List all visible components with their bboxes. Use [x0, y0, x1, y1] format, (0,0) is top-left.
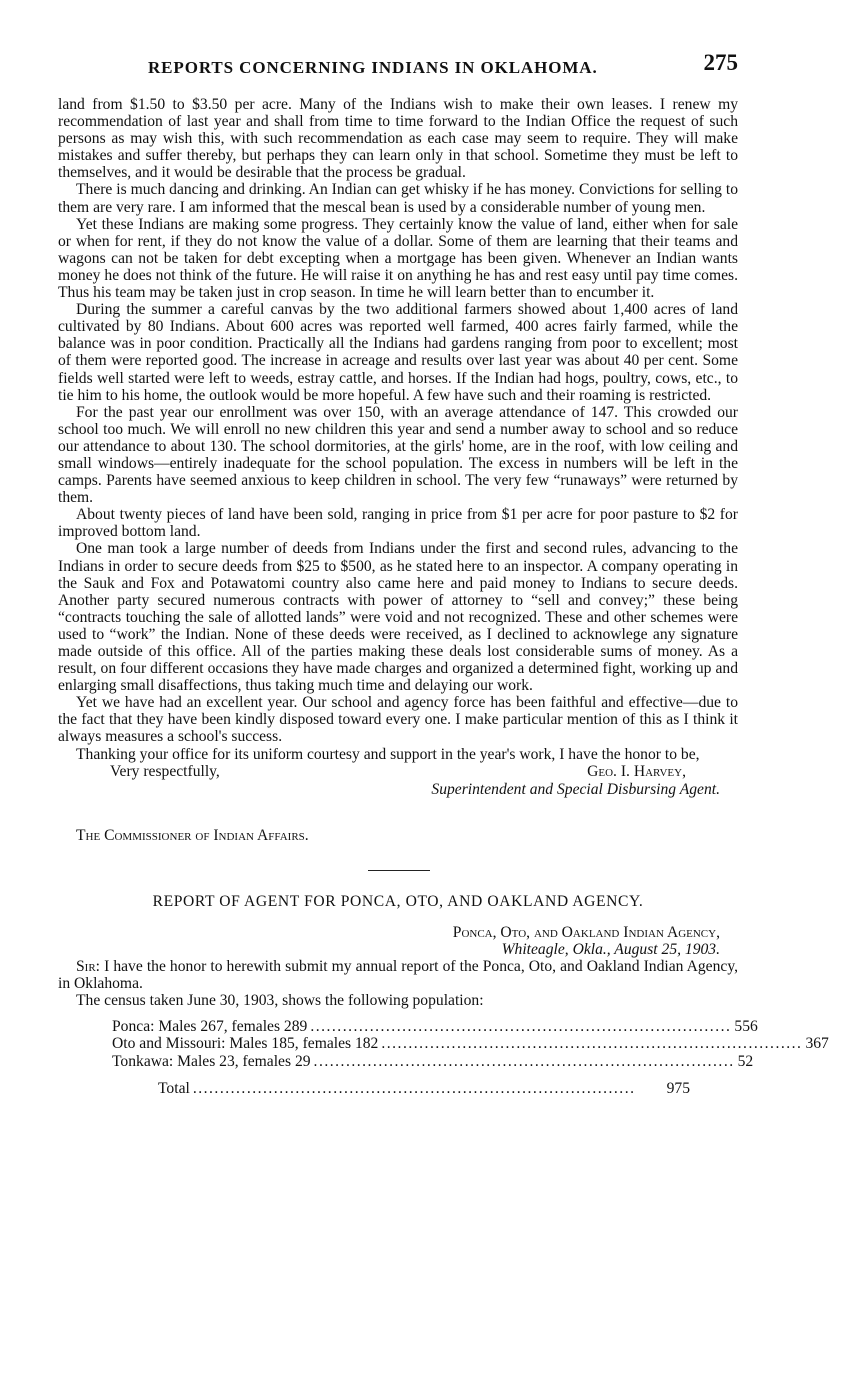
section-divider [368, 870, 430, 871]
paragraph-leases: land from $1.50 to $3.50 per acre. Many of the Indians wish to make their own leases. I renew my recommendation of last year and shall from time to time forward to the Indian Office the request of such persons as may wish this, with such recommendation as each case may seem to require. They will make mistakes and suffer thereby, but perhaps they can learn only in that school. Sometime they must be left to themselves, and it would be desirable that the process be gradual. [58, 96, 738, 182]
paragraph-drinking: There is much dancing and drinking. An Indian can get whisky if he has money. Convictions for selling to them are very rare. I am informed that the mescal bean is used by a considerable number of young men. [58, 181, 738, 216]
census-row-label: Oto and Missouri: Males 185, females 182 [112, 1035, 379, 1053]
report-salutation: Sir: [76, 958, 101, 976]
census-row-label: Tonkawa: Males 23, females 29 [112, 1052, 311, 1070]
signer-title: Superintendent and Special Disbursing Agent. [431, 780, 720, 798]
dateline [58, 924, 738, 958]
paragraph-excellent-year: Yet we have had an excellent year. Our school and agency force has been faithful and effective—due to the fact that they have been kindly disposed toward every one. I make particular mention of this as I think it always measures a school's success. [58, 694, 738, 746]
paragraph-farming: During the summer a careful canvas by the two additional farmers showed about 1,400 acres of land cultivated by 80 Indians. About 600 acres was reported well farmed, 400 acres fairly farmed, while the balance was in poor condition. Practically all the Indians had gardens ranging from poor to excellent; most of them were reported good. The increase in acreage and results over last year was about 40 per cent. Some fields well started were left to weeds, estray cattle, and horses. If the Indian had hogs, poultry, cows, etc., to tie him to his home, the outlook would be more hopeful. A few have such and their roaming is restricted. [58, 301, 738, 404]
census-row-label: Ponca: Males 267, females 289 [112, 1018, 308, 1036]
page-number: 275 [703, 50, 738, 75]
report-intro [58, 958, 738, 992]
census-total-value: 975 [666, 1079, 690, 1097]
census-row [112, 1052, 754, 1070]
paragraph-land-sales: About twenty pieces of land have been sold, ranging in price from $1 per acre for poor pasture to $2 for improved bottom land. [58, 506, 738, 541]
census-row-value: 367 [805, 1035, 829, 1053]
closing-salutation: Very respectfully, [110, 762, 220, 780]
dateline-place: Whiteagle, Okla., August 25, 1903. [501, 940, 720, 958]
addressee: The Commissioner of Indian Affairs. [76, 826, 309, 844]
census-total-row [158, 1080, 690, 1097]
running-head [60, 48, 740, 84]
paragraph-progress: Yet these Indians are making some progress. They certainly know the value of land, either when for sale or when for rent, if they do not know the value of a dollar. Some of them are learning that their teams and wagons can not be taken for debt excepting when a mortgage has been given. Whenever an Indian wants money he does not think of the future. He will raise it on anything he has and rest easy until pay time comes. Thus his team may be taken just in crop season. In time he will learn better than to encumber it. [58, 215, 738, 302]
paragraph-deeds: One man took a large number of deeds from Indians under the first and second rules, advancing to the Indians in order to secure deeds from $25 to $500, as he stated here to an inspector. A company operating in the Sauk and Fox and Potawatomi country also came here and paid money to Indians to secure deeds. Another party secured numerous contracts with power of attorney to “sell and convey;” these being “contracts touching the sale of allotted lands” were void and not recognized. These and other schemes were used to “work” the Indian. None of these deeds were received, as I declined to acknowlege any signature made outside of this office. All of the parties making these deals lost considerable sums of money. As a result, on four different occasions they have made charges and organized a determined fight, working up and enlarging small disaffections, thus taking much time and delaying our work. [58, 540, 738, 695]
report-intro-text: I have the honor to herewith submit my annual report of the Ponca, Oto, and Oakland Indian Agency, in Oklahoma. [58, 958, 738, 993]
paragraph-thanks: Thanking your office for its uniform courtesy and support in the year's work, I have the honor to be, [76, 745, 700, 763]
census-row [112, 1035, 829, 1053]
dot-leader: .............................................................................. [310, 1018, 732, 1036]
body-text [58, 96, 829, 1097]
running-title: REPORTS CONCERNING INDIANS IN OKLAHOMA. [148, 58, 598, 77]
dot-leader: .................................................................................. [192, 1079, 636, 1097]
closing-block [58, 763, 738, 817]
census-total-label: Total [158, 1079, 190, 1097]
dateline-agency: Ponca, Oto, and Oakland Indian Agency, [452, 923, 720, 941]
census-row-value: 52 [737, 1052, 754, 1070]
census-row-value: 556 [734, 1018, 758, 1036]
paragraph-enrollment: For the past year our enrollment was over 150, with an average attendance of 147. This crowded our school too much. We will enroll no new children this year and send a number away to school and so reduce our attendance to about 130. The school dormitories, at the girls' home, are in the roof, with low ceiling and small windows—entirely inadequate for the school population. The excess in numbers will be left in the camps. Parents have seemed anxious to keep children in school. The very few “runaways” were returned by them. [58, 403, 738, 507]
dot-leader: .............................................................................. [381, 1035, 803, 1053]
report-heading: REPORT OF AGENT FOR PONCA, OTO, AND OAKLAND AGENCY. [152, 892, 644, 910]
census-intro: The census taken June 30, 1903, shows the following population: [76, 992, 484, 1010]
census-table [112, 1018, 829, 1070]
dot-leader: .............................................................................. [313, 1052, 735, 1070]
signer-name: Geo. I. Harvey, [587, 762, 686, 780]
census-row [112, 1018, 758, 1036]
